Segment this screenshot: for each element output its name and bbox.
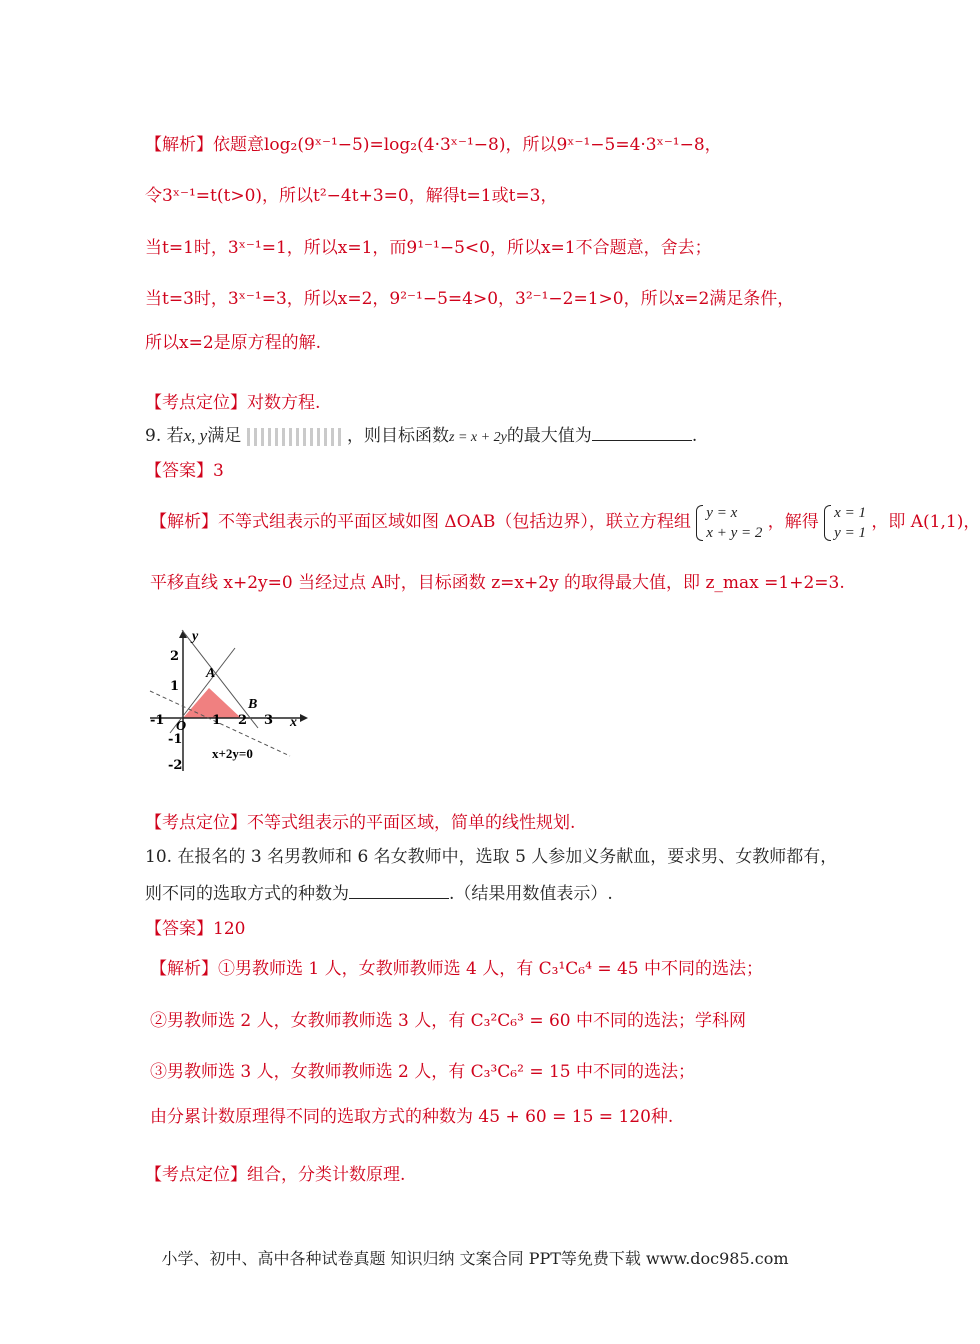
- q9-system-1-eq2: x + y = 2: [706, 524, 763, 541]
- p8-solution-line-4: 当t=3时，3ˣ⁻¹=3，所以x=2，9²⁻¹−5=4>0，3²⁻¹−2=1>0，所以x=2满足条件，: [145, 289, 795, 309]
- y-axis-label: y: [192, 629, 199, 644]
- q10-solution-step-3: ③男教师选 3 人，女教师教师选 2 人，有 C₃³C₆² = 15 中不同的选法；: [150, 1062, 696, 1082]
- feasible-region-graph: [140, 626, 340, 776]
- q9-answer: 【答案】3: [145, 461, 224, 481]
- q9-vars: x, y: [183, 426, 208, 445]
- q9-solution-pre: 【解析】不等式组表示的平面区域如图 ΔOAB（包括边界），联立方程组: [150, 512, 691, 532]
- dashed-line-label: x+2y=0: [212, 746, 253, 761]
- p8-solution-line-3: 当t=1时，3ˣ⁻¹=1，所以x=1，而9¹⁻¹−5<0，所以x=1不合题意，舍去；: [145, 238, 712, 258]
- tick-x-2: 2: [238, 713, 248, 728]
- origin-label: O: [176, 719, 187, 734]
- p8-solution-line-5: 所以x=2是原方程的解.: [145, 333, 322, 353]
- q9-system-2-eq2: y = 1: [834, 524, 866, 541]
- q9-solution-line-2: 平移直线 x+2y=0 当经过点 A时，目标函数 z=x+2y 的取得最大值，即 z_max =1+2=3.: [150, 573, 845, 593]
- p8-exam-point: 【考点定位】对数方程.: [145, 393, 321, 413]
- q9-mid: 满足: [207, 426, 242, 446]
- tick-y-1: 1: [170, 679, 180, 694]
- q9-question: [145, 424, 697, 449]
- tick-x-1: 1: [212, 713, 222, 728]
- q10-solution-step-2: ②男教师选 2 人，女教师教师选 3 人，有 C₃²C₆³ = 60 中不同的选法；学科网: [150, 1011, 747, 1031]
- q9-system-2: [824, 503, 866, 543]
- q9-answer-blank: [592, 424, 692, 441]
- p8-solution-line-1: 【解析】依题意log₂(9ˣ⁻¹−5)=log₂(4·3ˣ⁻¹−8)，所以9ˣ⁻¹−5=4·3ˣ⁻¹−8，: [145, 135, 722, 155]
- q10-solution-step-4: 由分累计数原理得不同的选取方式的种数为 45 + 60 = 15 = 120种.: [150, 1107, 674, 1127]
- q10-question-line-2: [145, 882, 613, 905]
- p8-solution-line-2: 令3ˣ⁻¹=t(t>0)，所以t²−4t+3=0，解得t=1或t=3，: [145, 186, 558, 206]
- q10-solution-step-1: 【解析】①男教师选 1 人，女教师教师选 4 人，有 C₃¹C₆⁴ = 45 中不同的选法；: [150, 959, 764, 979]
- q9-system-2-eq1: x = 1: [834, 504, 866, 521]
- tick-y-minus-1: -1: [168, 732, 183, 747]
- x-axis-arrow: [300, 714, 308, 722]
- q9-constraint-system-image: [247, 428, 342, 446]
- q9-prefix: 9. 若: [145, 426, 184, 446]
- q9-solution-line-1: [150, 500, 980, 544]
- q9-solution-post: ，即 A(1,1)，: [871, 512, 980, 532]
- q9-objective-function: z = x + 2y: [449, 430, 507, 445]
- q9-exam-point: 【考点定位】不等式组表示的平面区域，简单的线性规划.: [145, 813, 576, 833]
- q10-exam-point: 【考点定位】组合，分类计数原理.: [145, 1165, 406, 1185]
- q10-answer-blank: [349, 882, 449, 899]
- q9-end: .: [691, 426, 698, 446]
- q9-system-1-eq1: y = x: [706, 504, 738, 521]
- tick-x-minus-1: -1: [150, 713, 165, 728]
- tick-y-2: 2: [170, 649, 180, 664]
- q10-question-line-1: 10. 在报名的 3 名男教师和 6 名女教师中，选取 5 人参加义务献血，要求男、女教师都有，: [145, 847, 838, 867]
- q10-answer: 【答案】120: [145, 919, 246, 939]
- x-axis-label: x: [290, 715, 297, 730]
- tick-y-minus-2: -2: [168, 758, 183, 773]
- point-b-label: B: [248, 697, 258, 712]
- q10-question-pre: 则不同的选取方式的种数为: [145, 884, 349, 904]
- q9-post: ，则目标函数: [347, 426, 450, 446]
- q10-question-post: .（结果用数值表示）.: [449, 884, 613, 904]
- q9-tail: 的最大值为: [506, 426, 592, 446]
- tick-x-3: 3: [264, 713, 274, 728]
- q9-system-1: [696, 503, 762, 543]
- page-footer: 小学、初中、高中各种试卷真题 知识归纳 文案合同 PPT等免费下载 www.doc985.com: [161, 1249, 789, 1268]
- q9-solution-mid: ，解得: [767, 512, 819, 532]
- point-a-label: A: [206, 666, 216, 681]
